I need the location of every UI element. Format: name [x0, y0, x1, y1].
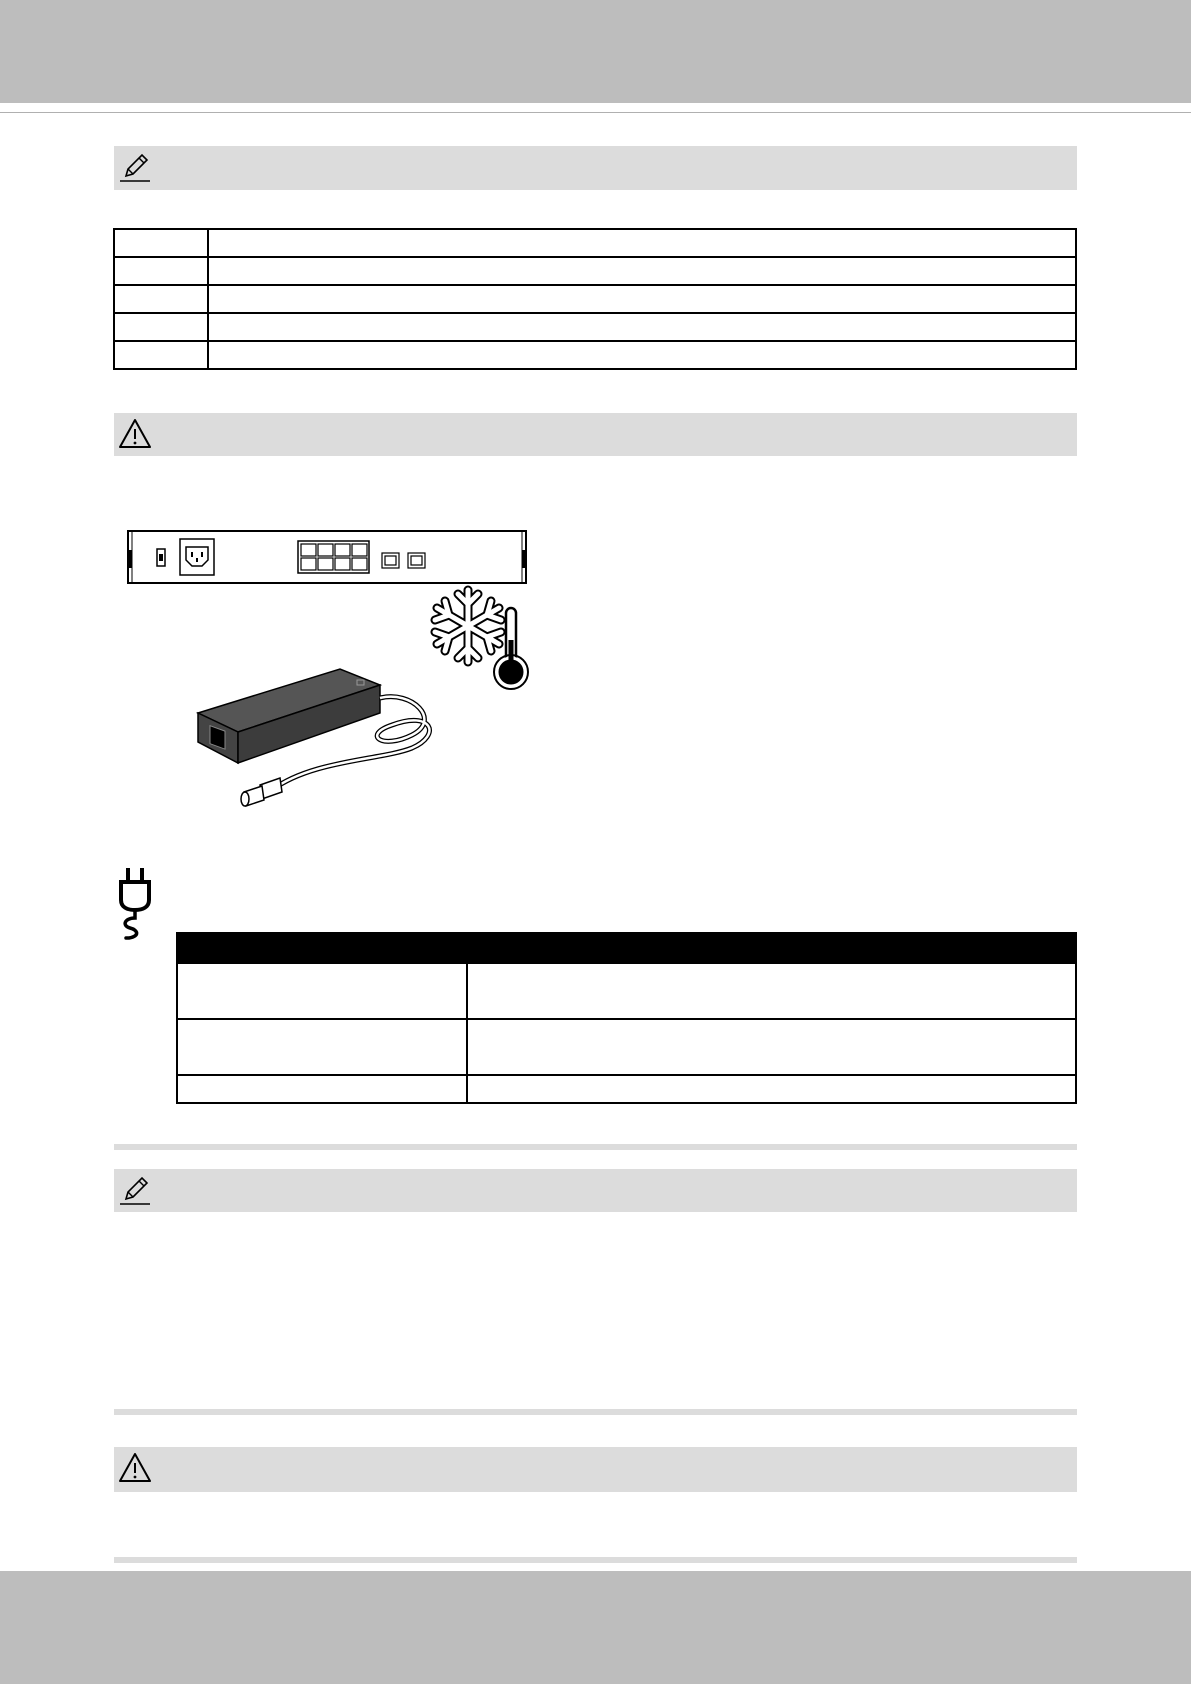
table-header-row [177, 933, 1076, 963]
page-footer-band [0, 1571, 1191, 1684]
table-row [177, 1019, 1076, 1075]
table-cell [467, 963, 1076, 1019]
table-cell [114, 229, 208, 257]
table-cell [114, 341, 208, 369]
spec-table [113, 228, 1077, 370]
table-cell [177, 963, 467, 1019]
table-cell [208, 285, 1076, 313]
table-cell [208, 341, 1076, 369]
table-header-cell [177, 933, 467, 963]
note-bar [114, 1169, 1077, 1212]
table-cell [114, 313, 208, 341]
table-row [114, 229, 1076, 257]
power-spec-table [176, 932, 1077, 1104]
pencil-icon [118, 150, 152, 184]
table-row [114, 257, 1076, 285]
table-cell [177, 1019, 467, 1075]
power-adapter-icon [198, 669, 429, 806]
table-row [177, 963, 1076, 1019]
warning-triangle-icon [118, 417, 152, 451]
caution-bar [114, 413, 1077, 456]
table-row [114, 341, 1076, 369]
header-divider [0, 112, 1191, 113]
pencil-icon [118, 1173, 152, 1207]
power-plug-icon [116, 866, 156, 942]
note-bar [114, 146, 1077, 190]
table-header-cell [467, 933, 1076, 963]
snowflake-icon [435, 590, 501, 662]
table-row [114, 313, 1076, 341]
device-illustration [112, 520, 542, 820]
section-divider [114, 1144, 1077, 1150]
warning-triangle-icon [118, 1451, 152, 1485]
table-cell [467, 1075, 1076, 1103]
page-header-band [0, 0, 1191, 103]
caution-bar [114, 1447, 1077, 1492]
table-cell [467, 1019, 1076, 1075]
nvr-rear-panel-icon [128, 531, 526, 583]
section-divider [114, 1409, 1077, 1415]
table-cell [114, 257, 208, 285]
section-divider [114, 1557, 1077, 1563]
table-cell [114, 285, 208, 313]
table-row [177, 1075, 1076, 1103]
table-cell [208, 229, 1076, 257]
table-row [114, 285, 1076, 313]
table-cell [208, 313, 1076, 341]
table-cell [208, 257, 1076, 285]
table-cell [177, 1075, 467, 1103]
